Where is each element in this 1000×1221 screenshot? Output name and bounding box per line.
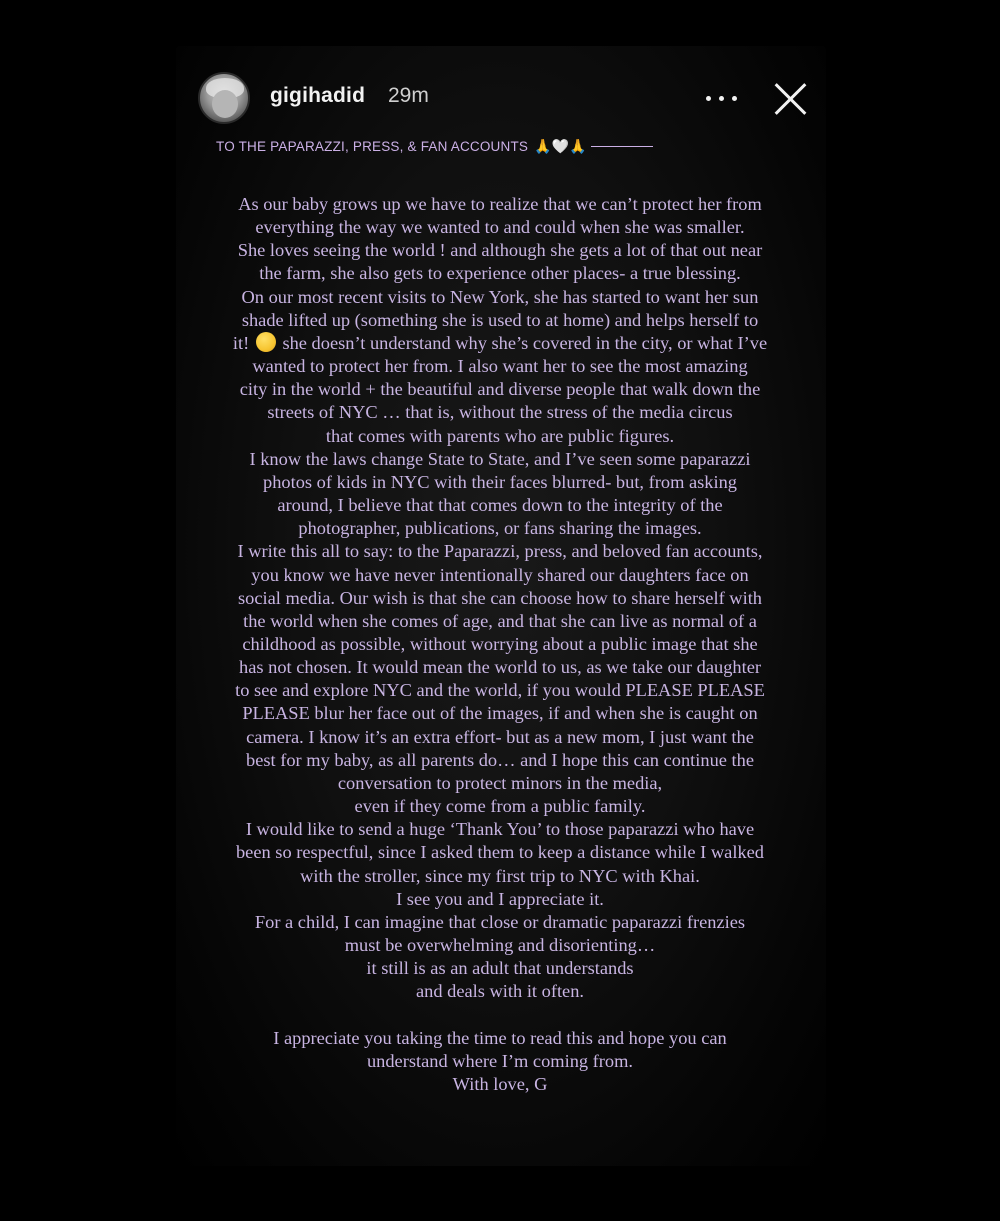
timestamp: 29m [388, 84, 429, 107]
message-line: been so respectful, since I asked them to keep a distance while I walked [235, 842, 765, 863]
message-line-prefix: it! [232, 332, 250, 353]
headline-rule [591, 146, 653, 147]
message-line: photos of kids in NYC with their faces blurred- but, from asking [263, 471, 737, 492]
message-line: the world when she comes of age, and that she can live as normal of a [243, 610, 757, 631]
story-headline [216, 136, 716, 156]
more-options-button[interactable] [702, 80, 742, 116]
headline-text: TO THE PAPARAZZI, PRESS, & FAN ACCOUNTS [216, 138, 529, 154]
username[interactable]: gigihadid [270, 84, 366, 107]
story-header [196, 70, 816, 126]
paragraph-gap [180, 1003, 820, 1026]
message-line: I would like to send a huge ‘Thank You’ to those paparazzi who have [245, 819, 755, 840]
message-line: She loves seeing the world ! and although she gets a lot of that out near [237, 240, 763, 261]
message-line: As our baby grows up we have to realize that we can’t protect her from [238, 194, 762, 214]
message-line: with the stroller, since my first trip to NYC with Khai. [300, 865, 700, 886]
avatar[interactable] [198, 72, 250, 124]
praying-hands-icon: 🙏 [534, 137, 552, 154]
message-line: photographer, publications, or fans sharing the images. [298, 518, 702, 539]
message-line: On our most recent visits to New York, she has started to want her sun [241, 286, 759, 307]
message-line: I appreciate you taking the time to read this and hope you can [273, 1027, 727, 1048]
message-line: city in the world + the beautiful and diverse people that walk down the [239, 379, 761, 400]
message-line: everything the way we wanted to and could when she was smaller. [255, 217, 745, 238]
ellipsis-icon-dot-3 [732, 96, 737, 101]
message-line: and deals with it often. [415, 981, 585, 1002]
message-line: I know the laws change State to State, and I’ve seen some paparazzi [249, 448, 751, 469]
message-line: to see and explore NYC and the world, if you would PLEASE PLEASE [235, 680, 765, 701]
message-line: streets of NYC … that is, without the stress of the media circus [267, 402, 733, 423]
grinning-sweat-emoji-icon [256, 332, 276, 352]
message-line: camera. I know it’s an extra effort- but as a new mom, I just want the [246, 726, 754, 747]
message-line: has not chosen. It would mean the world to us, as we take our daughter [239, 657, 761, 678]
message-line: around, I believe that that comes down to the integrity of the [277, 495, 723, 516]
message-line: social media. Our wish is that she can choose how to share herself with [238, 587, 762, 608]
close-icon[interactable] [770, 78, 810, 118]
message-line: understand where I’m coming from. [366, 1050, 634, 1071]
message-line: even if they come from a public family. [354, 796, 646, 817]
message-line-rest: she doesn’t understand why she’s covered in the city, or what I’ve [282, 332, 768, 353]
message-line: the farm, she also gets to experience other places- a true blessing. [259, 263, 741, 284]
message-line [180, 332, 820, 355]
message-line: I write this all to say: to the Paparazzi, press, and beloved fan accounts, [237, 541, 763, 562]
message-line: conversation to protect minors in the media, [337, 772, 663, 793]
avatar-face [212, 90, 238, 118]
message-line: best for my baby, as all parents do… and I hope this can continue the [246, 749, 754, 770]
headline-emojis [534, 138, 587, 155]
message-line: that comes with parents who are public figures. [325, 425, 675, 446]
message-line: you know we have never intentionally shared our daughters face on [251, 564, 749, 585]
message-line: childhood as possible, without worrying about a public image that she [242, 633, 758, 654]
message-line: wanted to protect her from. I also want her to see the most amazing [252, 356, 748, 377]
message-line: shade lifted up (something she is used to at home) and helps herself to [241, 309, 759, 330]
signature-line: With love, G [452, 1073, 548, 1094]
praying-hands-icon: 🙏 [569, 137, 588, 154]
message-line: For a child, I can imagine that close or dramatic paparazzi frenzies [254, 911, 746, 932]
ellipsis-icon-dot-2 [719, 96, 724, 101]
story-message [180, 193, 820, 1096]
white-heart-icon: 🤍 [551, 137, 570, 154]
ellipsis-icon [706, 96, 711, 101]
message-line: I see you and I appreciate it. [396, 888, 604, 909]
message-line: PLEASE blur her face out of the images, if and when she is caught on [242, 703, 758, 724]
message-line: must be overwhelming and disorienting… [344, 935, 656, 955]
message-line: it still is as an adult that understands [366, 958, 634, 979]
